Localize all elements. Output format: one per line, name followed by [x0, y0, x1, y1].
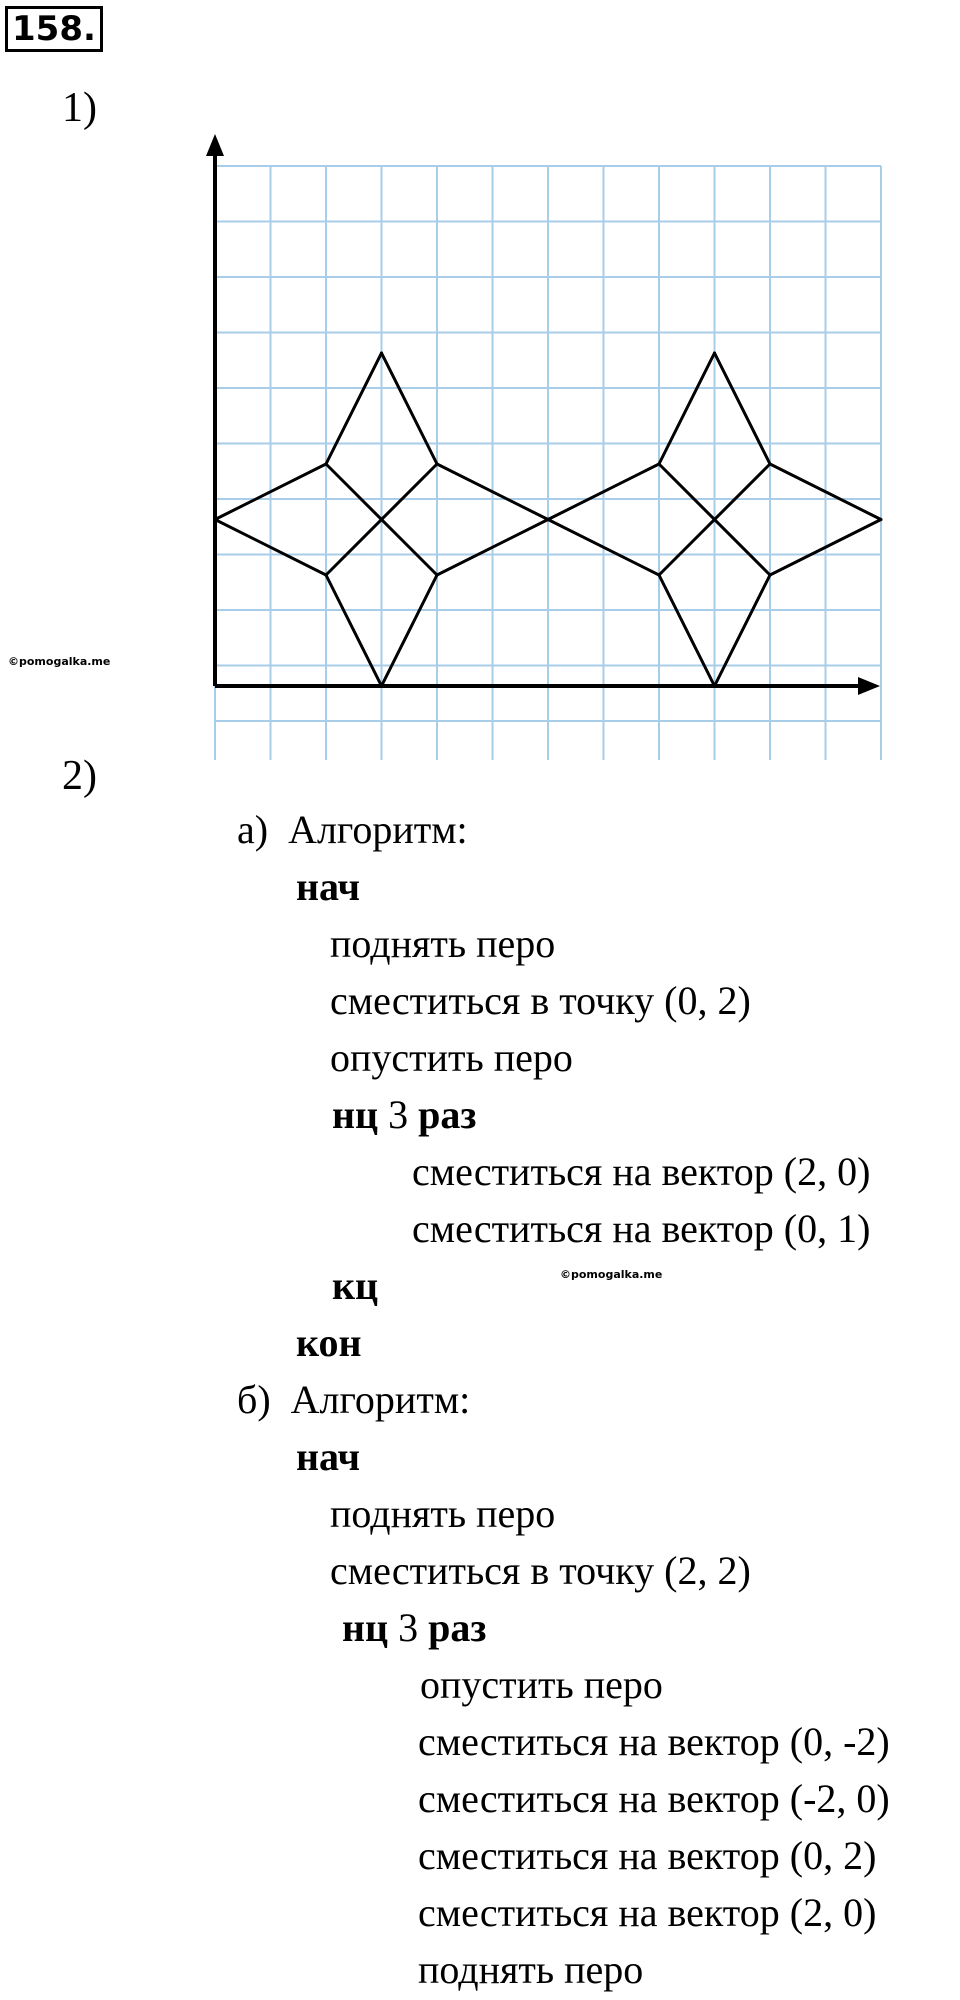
algo-a-title: Алгоритм: [288, 807, 468, 852]
algo-a-label: а) [237, 807, 269, 852]
algo-a-end: кон [296, 1320, 362, 1365]
algo-b-move-to: сместиться в точку (2, 2) [330, 1548, 751, 1593]
algo-b-loop-start [342, 1605, 486, 1651]
watermark-2: ©pomogalka.me [560, 1268, 663, 1281]
loop-count: 3 [388, 1092, 409, 1137]
algo-b-body-2: сместиться на вектор (0, -2) [418, 1719, 890, 1764]
algo-b-heading [237, 1377, 470, 1423]
part-2-label: 2) [62, 753, 97, 799]
algo-a-pen-up: поднять перо [330, 921, 556, 966]
algo-b-body-3: сместиться на вектор (-2, 0) [418, 1776, 890, 1821]
algo-b-label: б) [237, 1377, 271, 1422]
figure-segment [382, 575, 438, 686]
algo-a-body-2: сместиться на вектор (0, 1) [412, 1206, 871, 1251]
loop-count: 3 [398, 1605, 419, 1650]
figure-segment [659, 353, 715, 464]
algo-a-loop-end: кц [332, 1263, 379, 1308]
loop-times: раз [428, 1605, 487, 1650]
figure-segment [382, 353, 438, 464]
part-1-label: 1) [62, 85, 97, 131]
algo-b-body-6: поднять перо [418, 1947, 644, 1992]
grid-figure [0, 0, 960, 760]
algo-b-body-5: сместиться на вектор (2, 0) [418, 1890, 877, 1935]
algo-a-heading [237, 807, 468, 853]
algo-a-pen-down: опустить перо [330, 1035, 573, 1080]
algo-b-pen-up: поднять перо [330, 1491, 556, 1536]
algo-b-body-1: опустить перо [420, 1662, 663, 1707]
algo-b-title: Алгоритм: [290, 1377, 471, 1422]
grid-lines [215, 166, 881, 760]
figure-segment [326, 353, 382, 464]
figure-segment [715, 575, 771, 686]
algo-a-loop-start [332, 1092, 476, 1138]
watermark-1: ©pomogalka.me [8, 655, 111, 668]
algo-a-body-1: сместиться на вектор (2, 0) [412, 1149, 871, 1194]
algo-b-body-4: сместиться на вектор (0, 2) [418, 1833, 877, 1878]
problem-number: 158. [5, 6, 103, 52]
algo-a-begin: нач [296, 864, 361, 909]
loop-times: раз [418, 1092, 477, 1137]
y-axis-arrow [206, 134, 224, 156]
loop-keyword: нц [342, 1605, 389, 1650]
loop-keyword: нц [332, 1092, 379, 1137]
figure-segment [326, 575, 382, 686]
algo-b-begin: нач [296, 1434, 361, 1479]
algo-a-move-to: сместиться в точку (0, 2) [330, 978, 751, 1023]
figure-segment [659, 575, 715, 686]
figure-segment [715, 353, 771, 464]
x-axis-arrow [858, 677, 880, 695]
